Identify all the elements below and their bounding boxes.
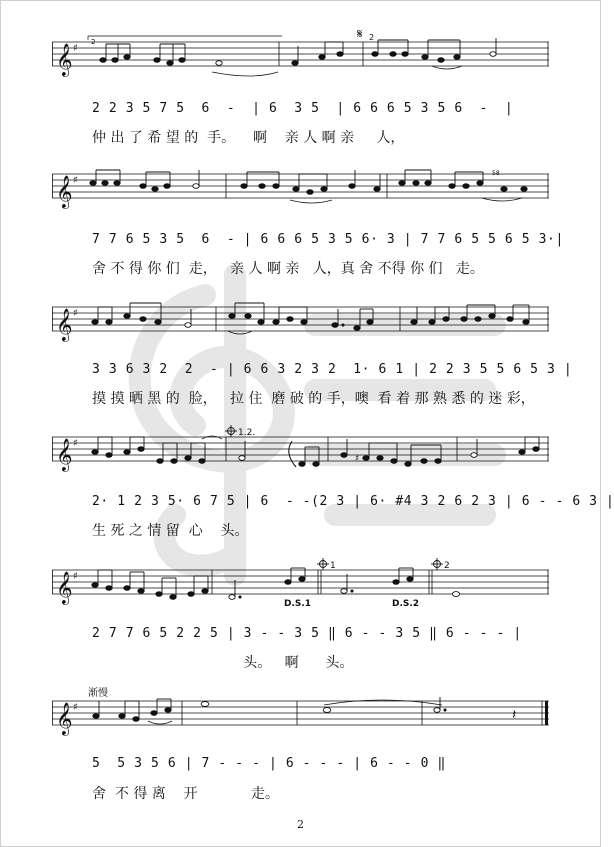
svg-text:♯: ♯ — [73, 438, 78, 449]
page-number: 2 — [297, 818, 304, 831]
staff-3 — [52, 303, 549, 343]
lyric-line-6: 舍 不 得 离 开 走。 — [92, 786, 280, 802]
segno-label: 2 — [369, 33, 375, 42]
svg-text:𝄞: 𝄞 — [56, 308, 73, 341]
staff-4 — [52, 428, 549, 473]
svg-text:𝄞: 𝄞 — [56, 702, 73, 735]
staff-1 — [52, 27, 549, 78]
svg-text:♯: ♯ — [73, 175, 78, 186]
coda-2-label: 2 — [444, 561, 450, 571]
svg-text:𝄞: 𝄞 — [56, 438, 73, 471]
jianpu-line-6: 5 5 3 5 6 | 7 - - - | 6 - - - | 6 - - 0 ‖ — [92, 756, 446, 771]
jianpu-line-2: 7 7 6 5 3 5 6 - | 6 6 6 5 3 5 6· 3 | 7 7 6 5 5 6 5 3·| — [92, 232, 564, 247]
svg-text:𝄞: 𝄞 — [56, 571, 73, 604]
staff-2 — [52, 170, 549, 210]
jianpu-line-3: 3 3 6 3 2 2 - | 6 6 3 2 3 2 1· 6 1 | 2 2 3 5 5 6 5 3 | — [92, 362, 573, 377]
svg-text:♯: ♯ — [73, 308, 78, 319]
svg-text:♯: ♯ — [73, 702, 78, 713]
lyric-line-5: 头。 啊 头。 — [92, 655, 354, 671]
coda-1-label: 1 — [330, 561, 336, 571]
coda-label: 1.2. — [238, 428, 256, 438]
lyric-line-3: 摸 摸 晒 黑 的 脸， 拉 住 磨 破 的 手，噢 看 着 那 熟 悉 的 迷 彩， — [92, 391, 535, 407]
jianpu-line-4: 2· 1 2 3 5· 6 7 5 | 6 - -(2 3 | 6· #4 3 2 6 2 3 | 6 - - 6 3 | — [92, 494, 614, 509]
staff-6 — [52, 697, 549, 737]
svg-text:♯: ♯ — [73, 43, 78, 54]
jianpu-line-5: 2 7 7 6 5 2 2 5 | 3 - - 3 5 ‖ 6 - - 3 5 ‖ 6 - - - | — [92, 626, 522, 641]
ds2-mark: D.S.2 — [392, 599, 420, 609]
lyric-line-1: 仲 出 了 希 望 的 手。 啊 亲 人 啊 亲 人， — [92, 130, 405, 146]
tempo-mark: 渐慢 — [88, 688, 108, 699]
grace-note-label: 58 — [492, 170, 500, 177]
svg-text:𝄞: 𝄞 — [56, 43, 73, 76]
jianpu-line-1: 2 2 3 5 7 5 6 - | 6 3 5 | 6 6 6 5 3 5 6 - | — [92, 101, 514, 116]
svg-text:𝄞: 𝄞 — [56, 175, 73, 208]
segno-icon: 𝄋 — [357, 27, 363, 42]
svg-text:𝄽: 𝄽 — [512, 707, 517, 723]
ds1-mark: D.S.1 — [284, 599, 312, 609]
volta-label: 2 — [91, 38, 96, 46]
lyric-line-4: 生 死 之 情 留 心 头。 — [92, 523, 249, 539]
svg-text:♯: ♯ — [73, 571, 78, 582]
svg-text:♯: ♯ — [355, 454, 360, 464]
staff-5 — [52, 561, 549, 609]
lyric-line-2: 舍 不 得 你 们 走， 亲 人 啊 亲 人，真 舍 不得 你 们 走。 — [92, 261, 484, 277]
